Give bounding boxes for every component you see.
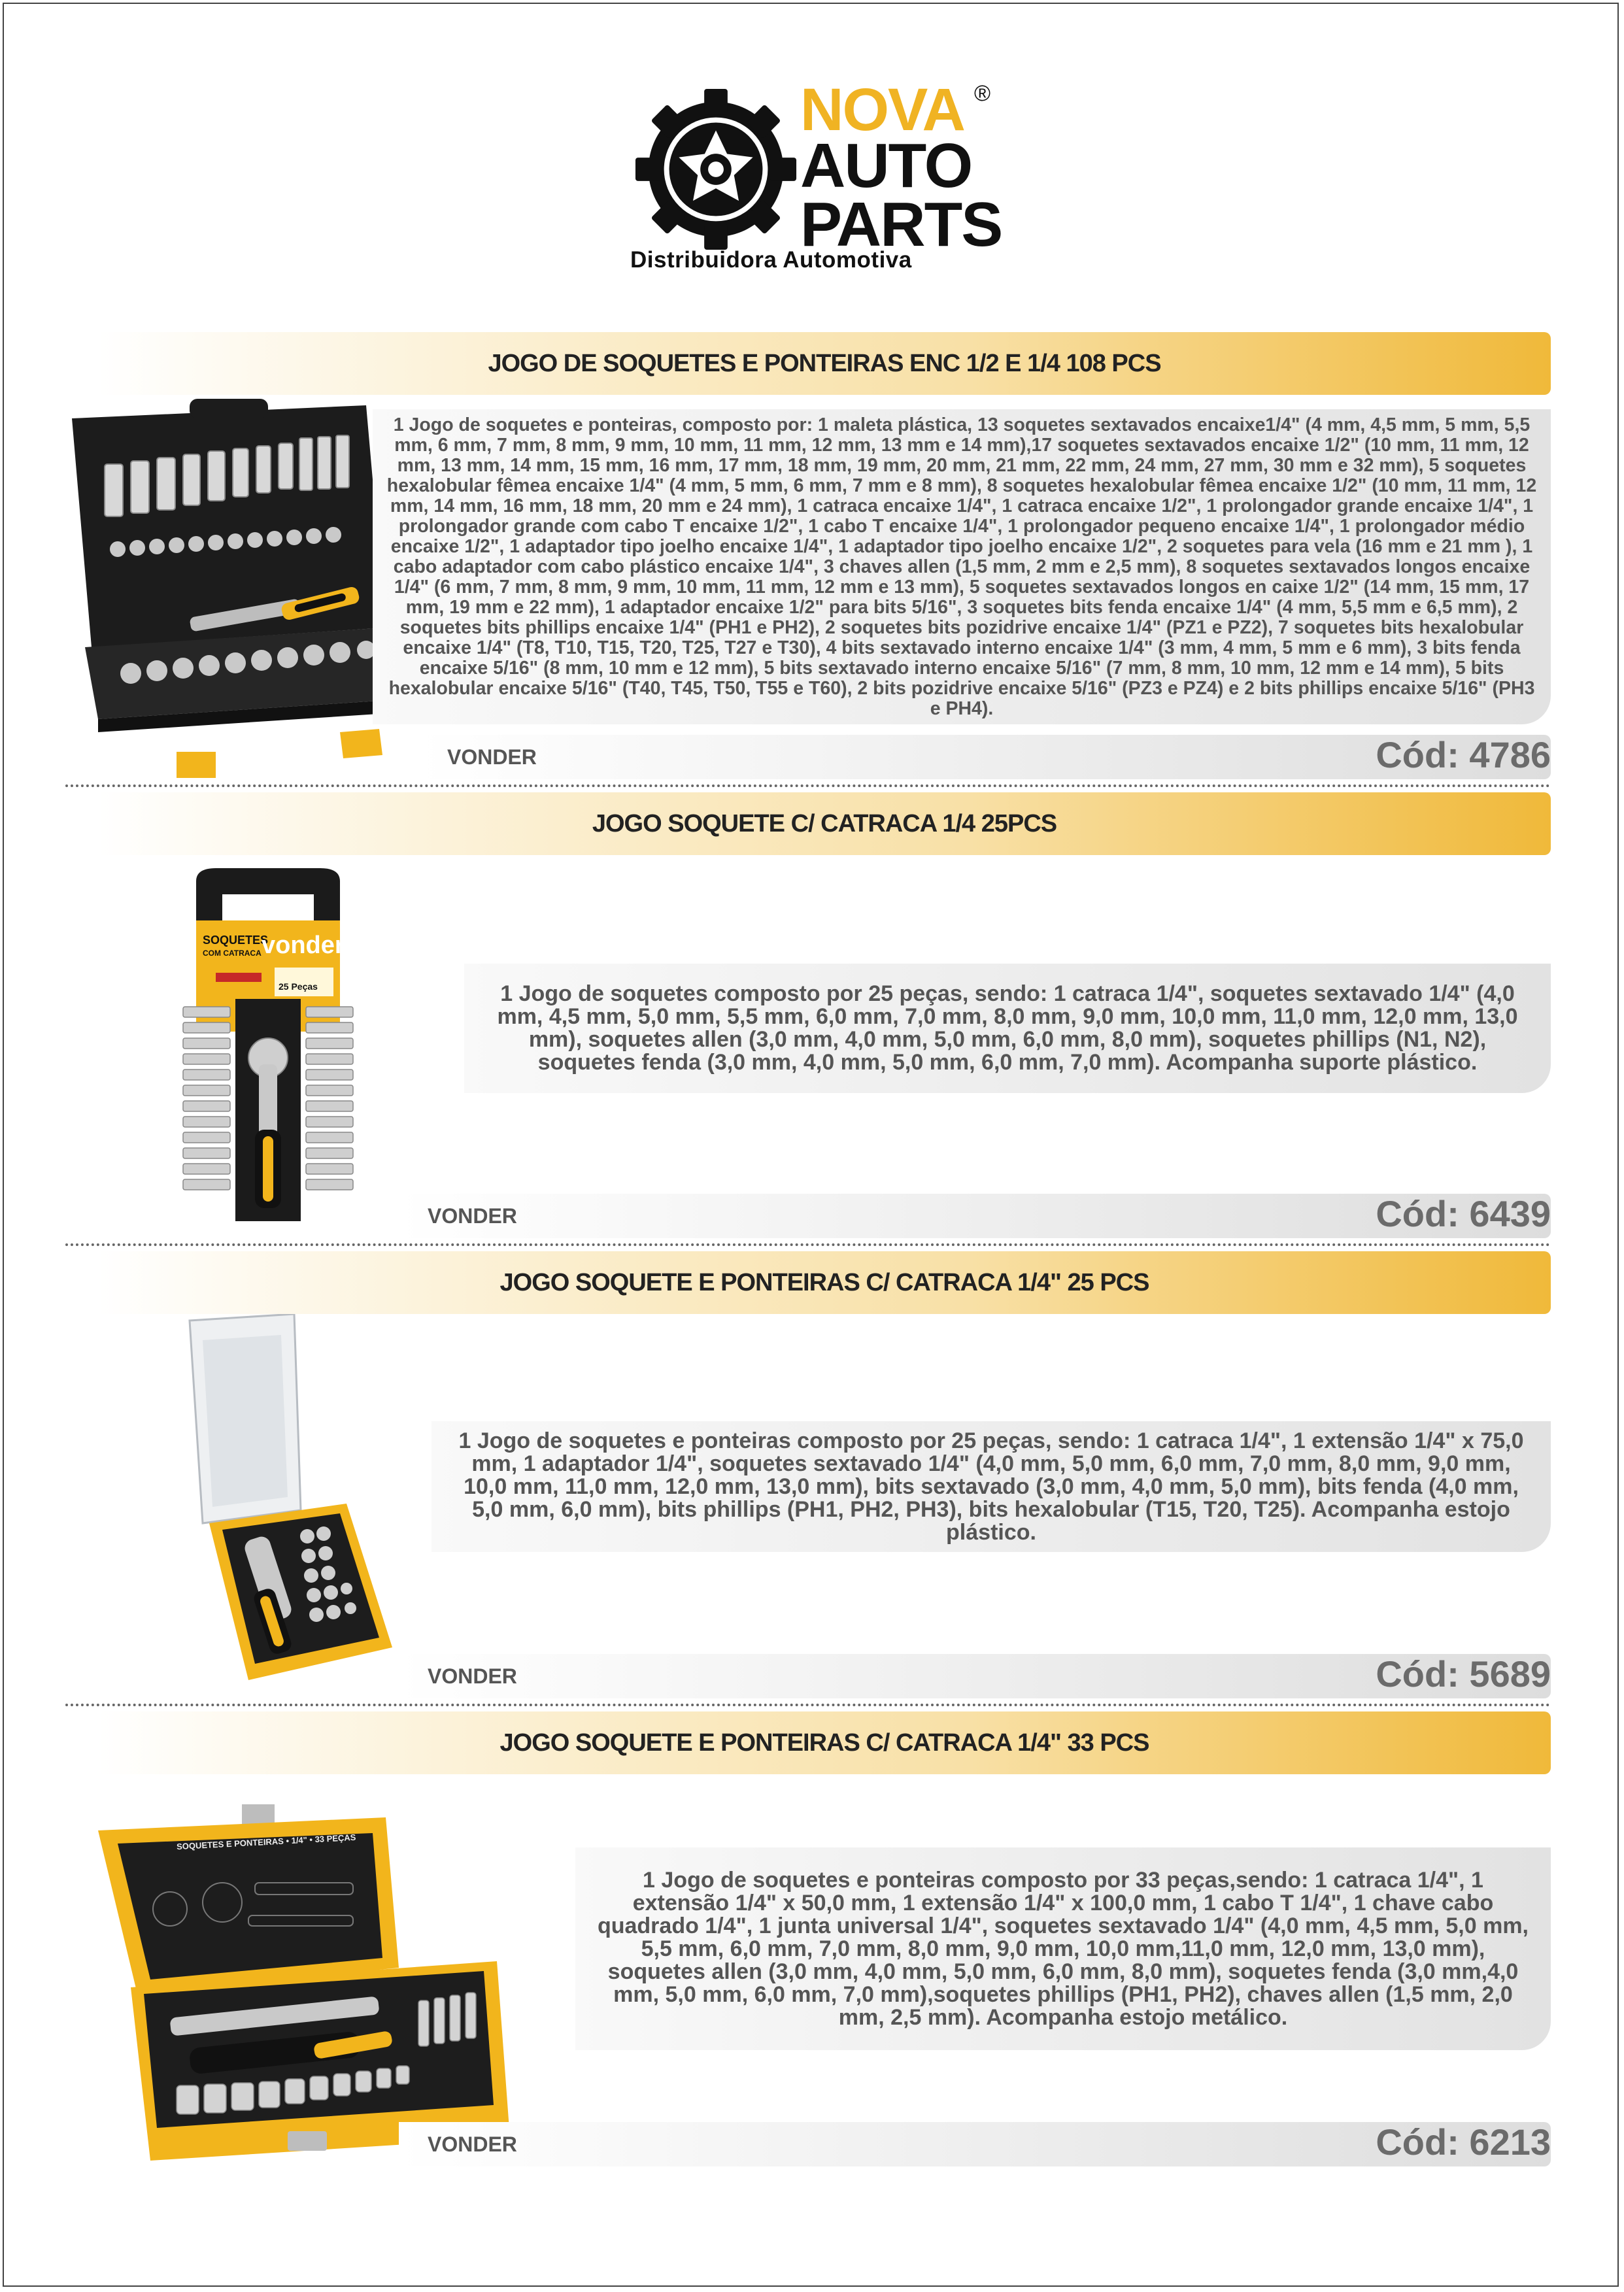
- case-label: SOQUETES E PONTEIRAS • 1/4" • 33 PEÇAS: [176, 1832, 356, 1852]
- product-title-bar: [98, 792, 1551, 855]
- socket-set-25-plastic-case-image: [183, 1314, 399, 1680]
- section-divider: [65, 784, 1551, 787]
- product-description: 1 Jogo de soquetes composto por 25 peças, sendo: 1 catraca 1/4", soquetes sextavado 1/4" (4,0 mm, 4,5 mm, 5,0 mm, 5,5 mm, 6,0 mm, 7,0 mm, 8,0 mm, 9,0 mm, 10,0 mm, 11,0 mm, 12,0 mm, 13,0 mm), soquetes allen (3,0 mm, 4,0 mm, 5,0 mm, 6,0 mm, 8,0 mm), soquetes phillips (N1, N2), soquetes fenda (3,0 mm, 4,0 mm, 5,0 mm, 6,0 mm, 7,0 mm). Acompanha suporte plástico.: [497, 981, 1518, 1075]
- product-code: Cód: 4786: [1376, 734, 1551, 775]
- product-description: 1 Jogo de soquetes e ponteiras composto por 33 peças,sendo: 1 catraca 1/4", 1 extensão 1/4" x 50,0 mm, 1 extensão 1/4" x 100,0 mm, 1 cabo T 1/4", 1 chave cabo quadrado 1/4", 1 junta universal 1/4", soquetes sextavado 1/4" (4,0 mm, 4,5 mm, 5,0 mm, 5,5 mm, 6,0 mm, 7,0 mm, 8,0 mm, 9,0 mm, 10,0 mm,11,0 mm, 12,0 mm, 13,0 mm), soquetes allen (3,0 mm, 4,0 mm, 5,0 mm, 6,0 mm, 8,0 mm), soquetes fenda (3,0 mm,4,0 mm, 5,0 mm, 6,0 mm, 7,0 mm),soquetes phillips (PH1, PH2), chaves allen (1,5 mm, 2,0 mm, 2,5 mm). Acompanha estojo metálico.: [597, 1867, 1529, 2030]
- brand-logo: [628, 78, 1000, 275]
- product-brand: VONDER: [428, 1204, 517, 1228]
- product-description: 1 Jogo de soquetes e ponteiras composto por 25 peças, sendo: 1 catraca 1/4", 1 extensão 1/4" x 75,0 mm, 1 adaptador 1/4", soquetes sextavado 1/4" (4,0 mm, 5,0 mm, 6,0 mm, 7,0 mm, 8,0 mm, 9,0 mm, 10,0 mm, 11,0 mm, 12,0 mm, 13,0 mm), bits sextavado (3,0 mm, 4,0 mm, 5,0 mm), bits fenda (4,0 mm, 5,0 mm, 6,0 mm), bits phillips (PH1, PH2, PH3), bits hexalobular (T15, T20, T25). Acompanha estojo plástico.: [458, 1428, 1524, 1545]
- pack-label-2: COM CATRACA: [203, 949, 262, 958]
- product-description-panel: [464, 964, 1551, 1093]
- logo-auto: AUTO: [800, 131, 972, 201]
- logo-parts: PARTS: [800, 190, 1002, 260]
- product-description-panel: [431, 1421, 1551, 1552]
- product-title-bar: [98, 332, 1551, 395]
- product-description: 1 Jogo de soquetes e ponteiras, composto por: 1 maleta plástica, 13 soquetes sextavados encaixe1/4" (4 mm, 4,5 mm, 5 mm, 5,5 mm, 6 mm, 7 mm, 8 mm, 9 mm, 10 mm, 11 mm, 12 mm, 13 mm e 14 mm),17 soquetes sextavados encaixe 1/2" (10 mm, 11 mm, 12 mm, 13 mm, 14 mm, 15 mm, 16 mm, 17 mm, 18 mm, 19 mm, 20 mm, 21 mm, 22 mm, 24 mm, 27 mm, 30 mm e 32 mm), 5 soquetes hexalobular fêmea encaixe 1/4" (4 mm, 5 mm, 6 mm, 7 mm e 8 mm), 8 soquetes hexalobular fêmea encaixe 1/2" (10 mm, 11 mm, 12 mm, 14 mm, 16 mm, 18 mm, 20 mm e 24 mm), 1 catraca encaixe 1/4", 1 catraca encaixe 1/2", 1 prolongador grande encaixe 1/4", 1 prolongador grande com cabo T encaixe 1/2", 1 cabo T encaixe 1/4", 1 prolongador pequeno encaixe 1/4", 1 prolongador médio encaixe 1/2", 1 adaptador tipo joelho encaixe 1/4", 1 adaptador tipo joelho encaixe 1/2", 2 soquetes para vela (16 mm e 21 mm ), 1 cabo adaptador com cabo plástico encaixe 1/4", 3 chaves allen (1,5 mm, 2 mm e 2,5 mm), 8 soquetes sextavados longos encaixe 1/4" (6 mm, 7 mm, 8 mm, 9 mm, 10 mm, 11 mm, 12 mm e 13 mm), 5 soquetes sextavados longos en caixe 1/2" (14 mm, 15 mm, 17 mm, 19 mm e 22 mm), 1 adaptador encaixe 1/2" para bits 5/16", 3 soquetes bits fenda encaixe 1/4" (4 mm, 5,5 mm e 6,5 mm), 2 soquetes bits phillips encaixe 1/4" (PH1 e PH2), 2 soquetes bits pozidrive encaixe 1/4" (PZ1 e PZ2), 7 soquetes bits hexalobular encaixe 1/4" (T8, T10, T15, T20, T25, T27 e T30), 4 bits sextavado interno encaixe 1/4" (3 mm, 4 mm, 5 mm e 6 mm), 3 bits fenda encaixe 5/16" (8 mm, 10 mm e 12 mm), 5 bits sextavado interno encaixe 5/16" (7 mm, 8 mm, 10 mm, 12 mm e 14 mm), 5 bits hexalobular encaixe 5/16" (T40, T45, T50, T55 e T60), 2 bits pozidrive encaixe 5/16" (PZ3 e PZ4) e 2 bits phillips encaixe 5/16" (PH3 e PH4).: [386, 414, 1537, 719]
- product-title: JOGO DE SOQUETES E PONTEIRAS ENC 1/2 E 1/4 108 PCS: [488, 349, 1161, 377]
- product-code: Cód: 6439: [1376, 1193, 1551, 1234]
- product-description-panel: [373, 409, 1551, 724]
- socket-set-25-rack-image: [177, 868, 360, 1221]
- product-description-panel: [575, 1847, 1551, 2050]
- logo-registered: ®: [974, 81, 991, 106]
- product-brand: VONDER: [428, 1664, 517, 1688]
- wheel-gear-icon: [632, 85, 800, 254]
- pack-label-1: SOQUETES: [203, 934, 269, 947]
- product-title-bar: [98, 1711, 1551, 1774]
- product-title: JOGO SOQUETE E PONTEIRAS C/ CATRACA 1/4" 33 PCS: [499, 1728, 1149, 1757]
- logo-nova: NOVA: [800, 76, 964, 143]
- logo-tagline: Distribuidora Automotiva: [630, 247, 912, 273]
- product-brand: VONDER: [447, 745, 537, 769]
- product-brand: VONDER: [428, 2132, 517, 2156]
- socket-set-33-metal-case-image: [92, 1804, 516, 2170]
- product-title: JOGO SOQUETE C/ CATRACA 1/4 25PCS: [592, 809, 1057, 837]
- socket-set-108-case-image: [59, 399, 412, 784]
- product-title: JOGO SOQUETE E PONTEIRAS C/ CATRACA 1/4" 25 PCS: [499, 1268, 1149, 1296]
- pack-count: 25 Peças: [279, 981, 318, 992]
- section-divider: [65, 1243, 1551, 1246]
- pack-brand-mark: vonder: [262, 932, 345, 959]
- product-code: Cód: 5689: [1376, 1653, 1551, 1694]
- product-code: Cód: 6213: [1376, 2121, 1551, 2163]
- section-divider: [65, 1704, 1551, 1706]
- product-title-bar: [98, 1251, 1551, 1314]
